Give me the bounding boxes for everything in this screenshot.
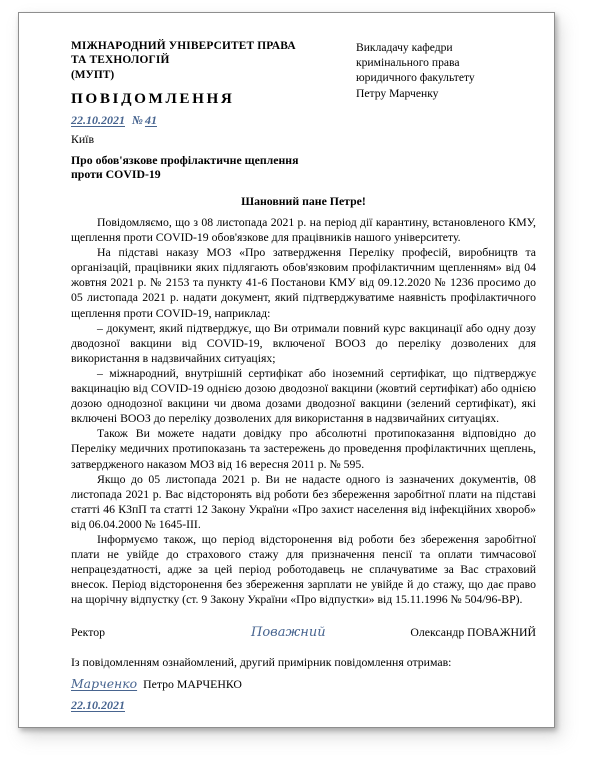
- signer-role: Ректор: [71, 625, 106, 640]
- recipient-handwritten-signature: Марченко: [71, 676, 138, 692]
- city-label: Київ: [71, 131, 95, 146]
- signer-handwritten-signature: Поважний: [251, 625, 326, 641]
- document-date: 22.10.2021: [71, 112, 125, 127]
- document-number: 41: [144, 112, 157, 127]
- acknowledgment-text: Із повідомленням ознайомлений, другий примірник повідомлення отримав:: [71, 655, 452, 670]
- acknowledgment-date-row: [71, 697, 536, 713]
- salutation: Шановний пане Петре!: [241, 194, 366, 208]
- subject-heading: [71, 153, 371, 182]
- recipient-name: Петро МАРЧЕНКО: [143, 677, 242, 692]
- body-paragraph-3: Також Ви можете надати довідку про абсолютні протипоказання відповідно до Переліку медичних протипоказань та застережень до проведення профілактичних щеплень, затвердженого наказом МОЗ від 16 вересня 2011 р. № 595.: [71, 427, 536, 471]
- organization-block: [71, 39, 339, 110]
- body-bullet-1: – документ, який підтверджує, що Ви отримали повний курс вакцинації або одну дозу дводозної вакцини від COVID-19, включеної ВООЗ до переліку дозволених для використання в надзвичайних ситуаціях;: [71, 321, 536, 365]
- subject-line-2: проти COVID-19: [71, 167, 161, 182]
- addressee-line-3: юридичного факультету: [356, 71, 475, 85]
- date-and-number-line: [71, 112, 536, 128]
- addressee-block: [356, 39, 536, 101]
- addressee-line-4: Петру Марченку: [356, 86, 439, 100]
- number-symbol: №: [132, 112, 143, 127]
- acknowledgment-date: 22.10.2021: [71, 698, 125, 713]
- body-paragraph-2: На підставі наказу МОЗ «Про затвердження Переліку професій, виробництв та організацій, працівники яких підлягають обов'язковим профілактичним щепленням» від 04 жовтня 2021 р. № 2153 та пункту 41-6 Постанови КМУ від 09.12.2020 № 1236 просимо до 05 листопада 2021 р. надати документ, який підтверджуватиме наявність профілактичного щеплення проти COVID-19, наприклад:: [71, 246, 536, 320]
- signer-name: Олександр ПОВАЖНИЙ: [410, 625, 536, 640]
- body-bullet-2: – міжнародний, внутрішній сертифікат або іноземний сертифікат, що підтверджує вакцинацію від COVID-19 однією дозою дводозної вакцини (жовтий сертифікат) або однією дозою однодозної вакцини чи двома дозами дводозної вакцини (зелений сертифікат), які включені ВООЗ до переліку дозволених для використання в надзвичайних ситуаціях.: [71, 366, 536, 426]
- body-paragraph-5: Інформуємо також, що період відсторонення від роботи без збереження заробітної плати не увійде до страхового стажу для призначення пенсії та оплати тимчасової непрацездатності, адже за цей період роботодавець не сплачуватиме за Вас страховий внесок. Період відсторонення без збереження зарплати не увійде й до стажу, що дає право на щорічну відпустку (ст. 9 Закону України «Про відпустки» від 15.11.1996 № 504/96-ВР).: [71, 532, 536, 607]
- addressee-line-2: кримінального права: [356, 56, 460, 70]
- document-kind-title: ПОВІДОМЛЕННЯ: [71, 89, 235, 107]
- signature-block: [71, 625, 536, 640]
- document-header: [71, 39, 536, 110]
- page-content: [71, 39, 536, 713]
- document-body: [71, 215, 536, 607]
- acknowledgment-signature-row: [71, 676, 536, 692]
- organization-name-line1: МІЖНАРОДНИЙ УНІВЕРСИТЕТ ПРАВА: [71, 40, 296, 52]
- subject-line-1: Про обов'язкове профілактичне щеплення: [71, 152, 299, 167]
- organization-name-line2: ТА ТЕХНОЛОГІЙ: [71, 54, 170, 67]
- body-paragraph-4: Якщо до 05 листопада 2021 р. Ви не надасте одного із зазначених документів, 08 листопада 2021 р. Вас відсторонять від роботи без збереження заробітної плати на підставі статті 46 КЗпП та статті 12 Закону України «Про захист населення від інфекційних хвороб» від 06.04.2000 № 1645-III.: [71, 472, 536, 531]
- document-page: [18, 12, 555, 728]
- addressee-line-1: Викладачу кафедри: [356, 41, 453, 54]
- body-paragraph-1: Повідомляємо, що з 08 листопада 2021 р. на період дії карантину, встановленого КМУ, щеплення проти COVID-19 обов'язкове для працівників нашого університету.: [71, 216, 536, 245]
- organization-abbreviation: (МУПТ): [71, 68, 115, 81]
